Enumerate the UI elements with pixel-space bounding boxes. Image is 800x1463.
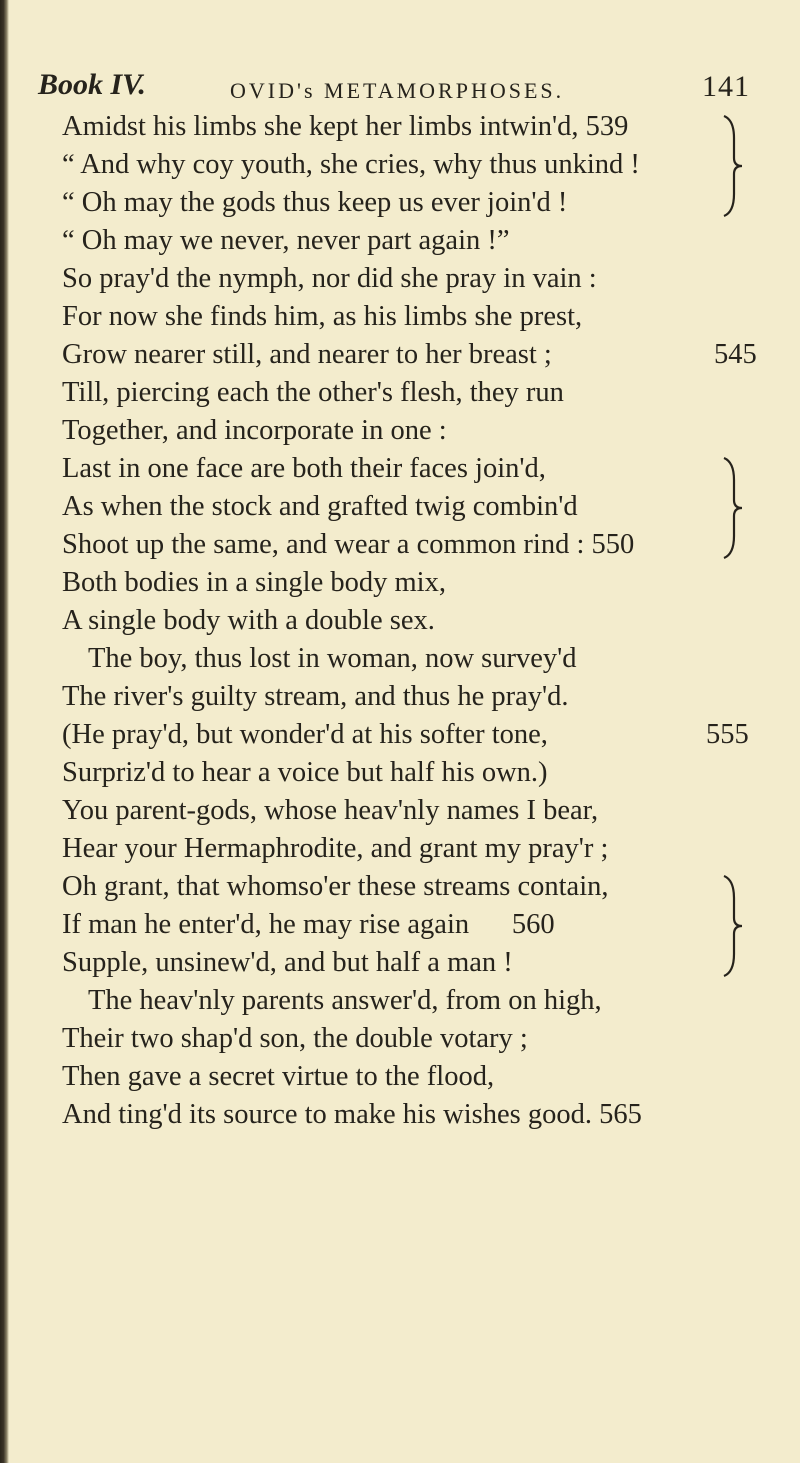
verse-line: Their two shap'd son, the double votary ;	[62, 1023, 528, 1054]
verse-line: Grow nearer still, and nearer to her breast ;	[62, 339, 552, 370]
running-title: OVID's METAMORPHOSES.	[230, 78, 565, 103]
verse-line: The boy, thus lost in woman, now survey'd	[88, 643, 577, 674]
running-header	[38, 60, 750, 110]
verse-line: (He pray'd, but wonder'd at his softer tone,	[62, 719, 548, 750]
verse-line: Surpriz'd to hear a voice but half his own.)	[62, 757, 548, 788]
triplet-brace-icon	[720, 456, 746, 560]
verse-line: You parent-gods, whose heav'nly names I bear,	[62, 795, 599, 826]
verse-line: For now she finds him, as his limbs she prest,	[62, 301, 583, 332]
verse-line: So pray'd the nymph, nor did she pray in vain :	[62, 263, 597, 294]
triplet-brace-icon	[720, 874, 746, 978]
page-number: 141	[702, 70, 750, 103]
verse-line: Then gave a secret virtue to the flood,	[62, 1061, 495, 1092]
verse-line: “ Oh may the gods thus keep us ever join'd !	[62, 187, 568, 218]
verse-line: Till, piercing each the other's flesh, they run	[62, 377, 564, 408]
verse-line: “ Oh may we never, never part again !”	[62, 225, 510, 256]
verse-line: Last in one face are both their faces join'd,	[62, 453, 546, 484]
verse-line: A single body with a double sex.	[62, 605, 435, 636]
verse-line: The river's guilty stream, and thus he pray'd.	[62, 681, 569, 712]
verse-line: Both bodies in a single body mix,	[62, 567, 446, 598]
verse-line: Hear your Hermaphrodite, and grant my pray'r ;	[62, 833, 609, 864]
verse-line: And ting'd its source to make his wishes good. 565	[62, 1099, 642, 1130]
verse-line: As when the stock and grafted twig combin'd	[62, 491, 578, 522]
verse-line: If man he enter'd, he may rise again 560	[62, 909, 555, 940]
verse-line: Amidst his limbs she kept her limbs intwin'd, 539	[62, 111, 629, 142]
verse-line: Oh grant, that whomso'er these streams contain,	[62, 871, 609, 902]
line-number: 555	[706, 719, 749, 750]
verse-line: Supple, unsinew'd, and but half a man !	[62, 947, 513, 978]
verse-line: Together, and incorporate in one :	[62, 415, 447, 446]
line-number: 545	[714, 339, 757, 370]
verse-line: Shoot up the same, and wear a common rind : 550	[62, 529, 635, 560]
triplet-brace-icon	[720, 114, 746, 218]
verse-line: The heav'nly parents answer'd, from on high,	[88, 985, 602, 1016]
book-label: Book IV.	[38, 68, 146, 101]
page-edge-shadow	[0, 0, 9, 1463]
verse-line: “ And why coy youth, she cries, why thus unkind !	[62, 149, 640, 180]
